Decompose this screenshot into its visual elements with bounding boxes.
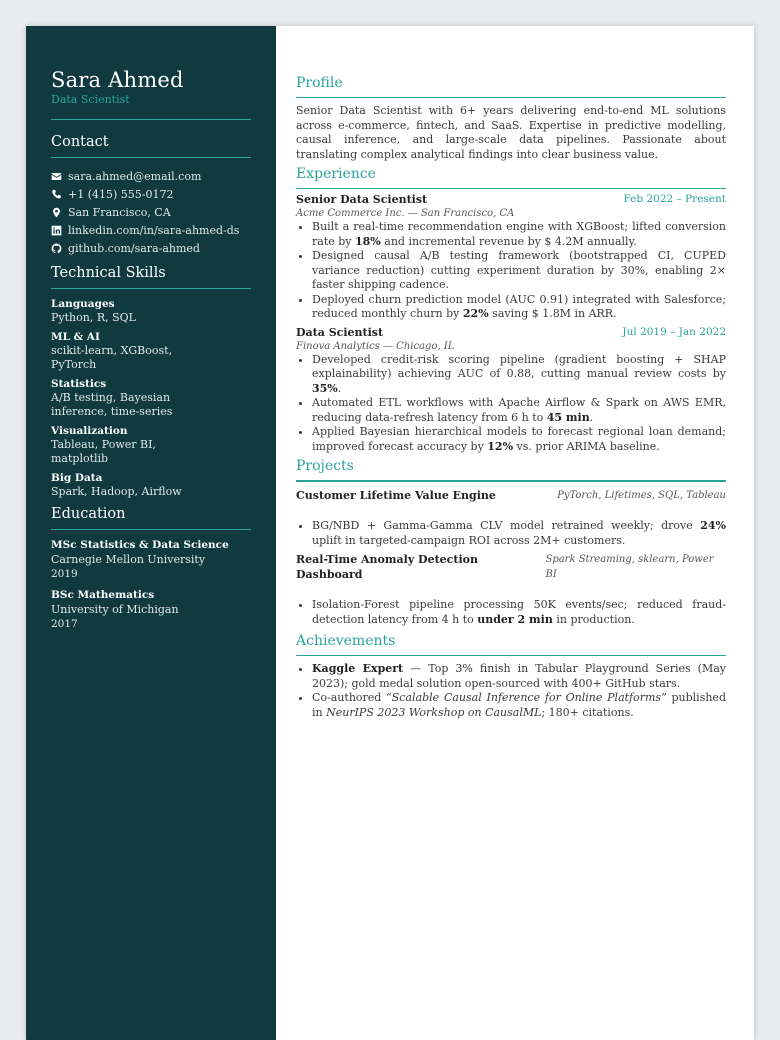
phone-icon — [51, 189, 62, 200]
project-tech: Spark Streaming, sklearn, Power BI — [545, 554, 714, 580]
contact-location-text: San Francisco, CA — [68, 205, 171, 219]
skill-value: scikit-learn, XGBoost, PyTorch — [51, 343, 173, 371]
list-item: • Designed causal A/B testing framework (bootstrapped CI, CUPED variance reduction) cutting experiment duration by 30%, enabling 2× faster shipping cadence. — [312, 249, 726, 293]
job-bullets — [296, 353, 726, 455]
map-pin-icon — [51, 207, 62, 218]
contact-github[interactable] — [51, 239, 251, 257]
candidate-name: Sara Ahmed — [51, 68, 184, 92]
project-bullets — [296, 519, 726, 548]
list-item: • Kaggle Expert — Top 3% finish in Tabular Playground Series (May 2023); gold medal solution open-sourced with 400+ GitHub stars. — [312, 662, 726, 691]
skills-list — [51, 297, 251, 499]
education-list — [51, 538, 251, 631]
skill-category: Big Data — [51, 471, 103, 484]
contact-phone[interactable] — [51, 185, 251, 203]
divider — [51, 529, 251, 530]
divider — [296, 655, 726, 656]
list-item: • BG/NBD + Gamma-Gamma CLV model retrained weekly; drove 24% uplift in targeted-campaign ROI across 2M+ customers. — [312, 519, 726, 548]
list-item: • Built a real-time recommendation engine with XGBoost; lifted conversion rate by 18% and incremental revenue by $ 4.2M annually. — [312, 220, 726, 249]
education-institution: Carnegie Mellon University — [51, 553, 206, 566]
job-entry — [296, 325, 726, 455]
skills-heading: Technical Skills — [51, 265, 166, 281]
sidebar — [26, 26, 276, 1040]
job-dates: Feb 2022 – Present — [623, 193, 726, 205]
list-item: • Automated ETL workflows with Apache Airflow & Spark on AWS EMR, reducing data-refresh latency from 6 h to 45 min. — [312, 396, 726, 425]
divider — [51, 157, 251, 158]
job-dates: Jul 2019 – Jan 2022 — [622, 325, 726, 338]
education-year: 2017 — [51, 618, 78, 630]
list-item: • Co-authored “Scalable Causal Inference for Online Platforms” published in NeurIPS 2023 Workshop on CausalML; 180+ citations. — [312, 691, 726, 720]
main-content — [296, 26, 726, 720]
list-item: • Isolation-Forest pipeline processing 50K events/sec; reduced fraud-detection latency from 4 h to under 2 min in production. — [312, 598, 726, 627]
skill-category: Visualization — [51, 424, 128, 437]
contact-github-text: github.com/sara-ahmed — [68, 241, 200, 255]
divider — [296, 97, 726, 98]
contact-email[interactable] — [51, 167, 251, 185]
job-bullets — [296, 220, 726, 322]
job-title: Data Scientist — [296, 325, 384, 339]
list-item: • Applied Bayesian hierarchical models to forecast regional loan demand; improved forecast accuracy by 12% vs. prior ARIMA baseline. — [312, 425, 726, 454]
list-item: • Deployed churn prediction model (AUC 0.91) integrated with Salesforce; reduced monthly churn by 22% saving $ 1.8M in ARR. — [312, 293, 726, 322]
contact-email-text: sara.ahmed@email.com — [68, 169, 202, 183]
skill-category: Statistics — [51, 377, 107, 390]
project-title: Customer Lifetime Value Engine — [296, 489, 496, 502]
list-item: • Developed credit-risk scoring pipeline (gradient boosting + SHAP explainability) achieving AUC of 0.88, cutting manual review costs by 35%. — [312, 353, 726, 397]
profile-heading: Profile — [296, 75, 343, 91]
profile-summary: Senior Data Scientist with 6+ years delivering end-to-end ML solutions across e-commerce, fintech, and SaaS. Expertise in predictive modelling, causal inference, and large-scale data pipelines. Passionate about translating complex analytical findings into clear business value. — [296, 104, 726, 161]
job-title: Senior Data Scientist — [296, 193, 428, 206]
envelope-icon — [51, 171, 62, 182]
contact-phone-text: +1 (415) 555-0172 — [68, 187, 174, 201]
education-year: 2019 — [51, 568, 78, 580]
education-degree: MSc Statistics & Data Science — [51, 539, 229, 551]
contact-location — [51, 203, 251, 221]
linkedin-icon — [51, 225, 62, 236]
contact-heading: Contact — [51, 134, 109, 150]
divider — [51, 288, 251, 289]
resume-page — [26, 26, 754, 1040]
skill-value: Tableau, Power BI, matplotlib — [51, 437, 156, 465]
skill-category: ML & AI — [51, 330, 100, 343]
project-title: Real-Time Anomaly Detection Dashboard — [296, 553, 478, 581]
project-tech: PyTorch, Lifetimes, SQL, Tableau — [557, 490, 726, 501]
skill-category: Languages — [51, 298, 115, 310]
job-company: Finova Analytics — Chicago, IL — [296, 340, 455, 352]
achievements-list — [296, 662, 726, 720]
candidate-role: Data Scientist — [51, 93, 130, 106]
achievements-heading: Achievements — [296, 633, 396, 649]
github-icon — [51, 243, 62, 254]
job-entry — [296, 192, 726, 322]
contact-linkedin-text: linkedin.com/in/sara-ahmed-ds — [68, 223, 240, 237]
project-entry — [296, 552, 726, 627]
skill-value: A/B testing, Bayesian inference, time-series — [51, 390, 173, 418]
project-bullets — [296, 598, 726, 627]
job-company: Acme Commerce Inc. — San Francisco, CA — [296, 208, 515, 219]
experience-heading: Experience — [296, 166, 376, 182]
education-degree: BSc Mathematics — [51, 589, 155, 601]
skill-value: Spark, Hadoop, Airflow — [51, 484, 182, 498]
divider — [296, 480, 726, 482]
project-entry — [296, 488, 726, 548]
education-heading: Education — [51, 506, 126, 522]
skill-value: Python, R, SQL — [51, 311, 136, 324]
contact-list — [51, 167, 251, 257]
projects-heading: Projects — [296, 458, 354, 474]
divider — [296, 188, 726, 189]
contact-linkedin[interactable] — [51, 221, 251, 239]
education-institution: University of Michigan — [51, 603, 179, 616]
divider — [51, 119, 251, 120]
